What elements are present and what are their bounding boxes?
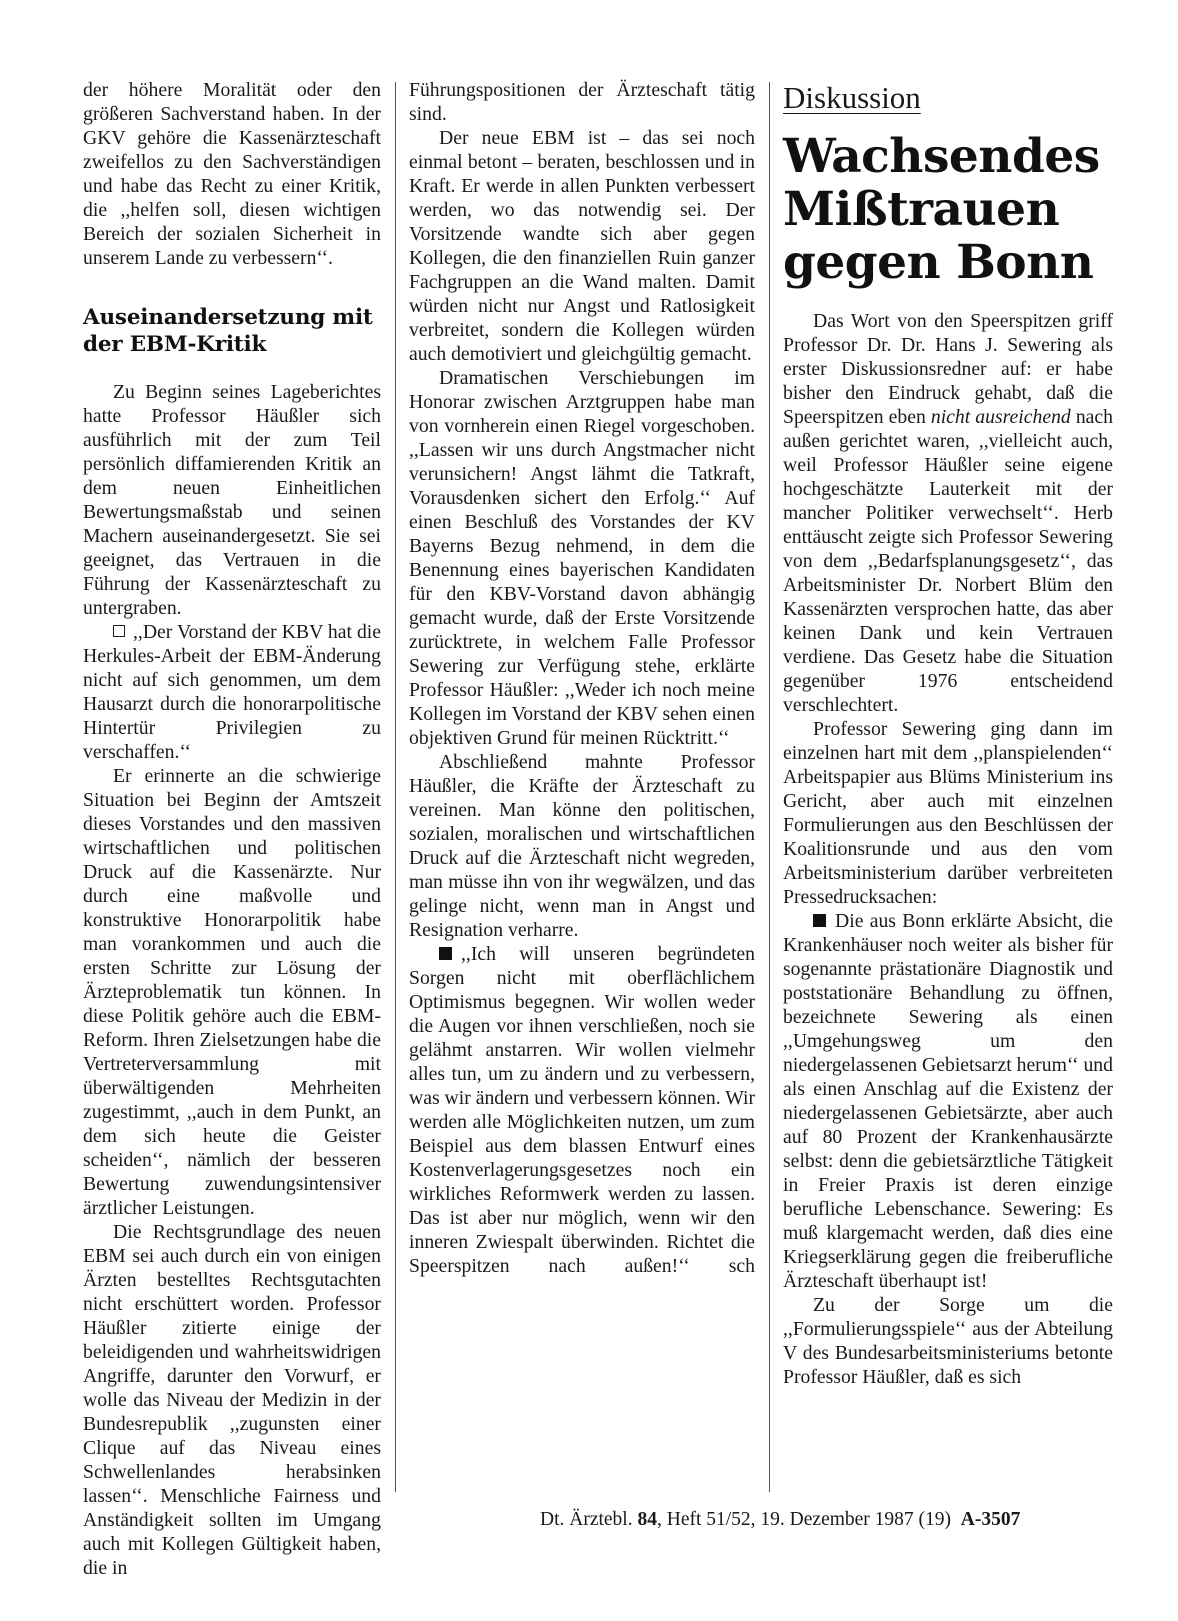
- bullet-paragraph: [783, 909, 1113, 1293]
- page-footer: [540, 1509, 1115, 1531]
- section-subheading: Auseinandersetzung mit der EBM-Kritik: [83, 305, 373, 357]
- paragraph: [783, 309, 1113, 717]
- quote-text: ,,Ich will unseren begründeten Sorgen nicht mit oberflächlichem Optimismus begegnen. Wir wollen weder die Augen vor ihnen verschließen, noch sie gelähmt anstarren. Wir wollen vielmehr alles tun, um zu ändern und zu verbessern, was wir ändern und verbessern können. Wir werden alle Möglichkeiten nutzen, um zum Beispiel aus dem blassen Entwurf eines Kostenverlagerungsgesetzes noch ein wirkliches Reformwerk werden zu lassen. Das ist aber nur möglich, wenn wir den inneren Zwiespalt überwinden. Richtet die Speerspitzen nach außen!‘‘: [409, 943, 756, 1277]
- filled-square-bullet-icon: [439, 947, 452, 960]
- paragraph: Dramatischen Verschiebungen im Honorar zwischen Arztgruppen habe man von vornherein einen Riegel vorgeschoben. ,,Lassen wir uns durch Angstmacher nicht verunsichern! Angst lähmt die Tatkraft, Vorausdenken sichert den Erfolg.‘‘ Auf einen Beschluß des Vorstandes der KV Bayerns Bezug nehmend, in dem die Benennung eines bayerischen Kandidaten für den KBV-Vorstand davon abhängig gemacht wurde, daß der Erste Vorsitzende zurücktrete, in welchem Falle Professor Sewering zur Verfügung stehe, erklärte Professor Häußler: ,,Weder ich noch meine Kollegen im Vorstand der KBV sehen einen objektiven Grund für meinen Rücktritt.‘‘: [409, 367, 755, 749]
- filled-square-bullet-icon: [813, 914, 826, 927]
- italic-emphasis: nicht ausreichend: [930, 406, 1071, 428]
- open-square-bullet-icon: [113, 625, 125, 637]
- column-3: [783, 78, 1113, 1389]
- section-rubric: Diskussion: [783, 80, 921, 115]
- paragraph: Die Rechtsgrundlage des neuen EBM sei auch durch ein von einigen Ärzten bestelltes Rechtsgutachten nicht erschüttert worden. Professor Häußler zitierte einige der beleidigenden und wahrheitswidrigen Angriffe, darunter den Vorwurf, er wolle das Niveau der Medizin in der Bundesrepublik ,,zugunsten einer Clique auf das Niveau eines Schwellenlandes herabsinken lassen‘‘. Menschliche Fairness und Anständigkeit sollten im Umgang auch mit Kollegen Gültigkeit haben, die in: [83, 1221, 381, 1579]
- paragraph: Er erinnerte an die schwierige Situation bei Beginn der Amtszeit dieses Vorstandes und den massiven wirtschaftlichen und politischen Druck auf die Kassenärzte. Nur durch eine maßvolle und konstruktive Honorarpolitik habe man vorankommen und auch die ersten Schritte zur Lösung der Ärzteproblematik tun können. In diese Politik gehöre auch die EBM-Reform. Ihren Zielsetzungen habe die Vertreterversammlung mit überwältigenden Mehrheiten zugestimmt, ,,auch in dem Punkt, an dem sich heute die Geister scheiden‘‘, nämlich der besseren Bewertung zuwendungsintensiver ärztlicher Leistungen.: [83, 765, 381, 1219]
- paragraph: Professor Sewering ging dann im einzelnen hart mit dem ,,planspielenden‘‘ Arbeitspapier aus Blüms Ministerium ins Gericht, aber auch mit einzelnen Formulierungen aus den Beschlüssen der Koalitionsrunde und aus den vom Arbeitsministerium darüber verbreiteten Pressedrucksachen:: [783, 718, 1113, 908]
- paragraph: Zu der Sorge um die ,,Formulierungsspiele‘‘ aus der Abteilung V des Bundesarbeitsministeriums betonte Professor Häußler, daß es sich: [783, 1294, 1113, 1388]
- author-signature: sch: [728, 1255, 756, 1277]
- paragraph: Führungspositionen der Ärzteschaft tätig sind.: [409, 79, 755, 125]
- paragraph: Der neue EBM ist – das sei noch einmal betont – beraten, beschlossen und in Kraft. Er werde in allen Punkten verbessert werden, wo das notwendig sei. Der Vorsitzende wandte sich aber gegen Kollegen, die den finanziellen Ruin ganzer Fachgruppen an die Wand malten. Damit würden nicht nur Angst und Ratlosigkeit verbreitet, sondern die Kollegen würden auch demotiviert und gleichgültig gemacht.: [409, 127, 755, 365]
- text-run: Das Wort von den Speerspitzen griff Professor Dr. Dr. Hans J. Sewering als erster Diskussionsredner auf: er habe bisher den Eindruck gehabt, daß die Speerspitzen eben: [783, 310, 1113, 428]
- paragraph: Zu Beginn seines Lageberichtes hatte Professor Häußler sich ausführlich mit der zum Teil persönlich diffamierenden Kritik an dem neuen Einheitlichen Bewertungsmaßstab und seinen Machern auseinandergesetzt. Sie sei geeignet, das Vertrauen in die Führung der Kassenärzteschaft zu untergraben.: [83, 381, 381, 619]
- quote-text: ,,Der Vorstand der KBV hat die Herkules-Arbeit der EBM-Änderung nicht auf sich genommen, um dem Hausarzt durch die honorarpolitische Hintertür Privilegien zu verschaffen.‘‘: [83, 621, 381, 763]
- quote-paragraph: [409, 942, 755, 1278]
- issue-info: , Heft 51/52, 19. Dezember 1987 (19): [656, 1509, 952, 1530]
- volume-number: 84: [637, 1509, 657, 1530]
- bullet-text: Die aus Bonn erklärte Absicht, die Krankenhäuser noch weiter als bisher für sogenannte prästationäre Diagnostik und poststationäre Behandlung zu öffnen, bezeichnete Sewering als einen ,,Umgehungsweg um den niedergelassenen Gebietsarzt herum‘‘ und als einen Anschlag auf die Existenz der niedergelassenen Gebietsärzte, aber auch auf 80 Prozent der Krankenhausärzte selbst: denn die gebietsärztliche Tätigkeit in Freier Praxis ist deren einzige berufliche Lebenschance. Sewering: Es muß klargemacht werden, daß dies eine Kriegserklärung gegen die freiberufliche Ärzteschaft überhaupt ist!: [783, 910, 1113, 1292]
- column-rule: [395, 82, 396, 1492]
- quote-paragraph: [83, 620, 381, 764]
- column-rule: [769, 82, 770, 1492]
- journal-name: Dt. Ärztebl.: [540, 1509, 633, 1530]
- paragraph: Abschließend mahnte Professor Häußler, die Kräfte der Ärzteschaft zu vereinen. Man könne den politischen, sozialen, moralischen und wirtschaftlichen Druck auf die Ärzteschaft nicht wegreden, man müsse ihn von ihr wegwälzen, und das gelinge nicht, wenn man in Angst und Resignation verharre.: [409, 751, 755, 941]
- page-number: A-3507: [960, 1509, 1021, 1530]
- paragraph: der höhere Moralität oder den größeren Sachverstand haben. In der GKV gehöre die Kassenärzteschaft zweifellos zu den Sachverständigen und habe das Recht zu einer Kritik, die ,,helfen soll, diesen wichtigen Bereich der sozialen Sicherheit in unserem Lande zu verbessern‘‘.: [83, 79, 381, 269]
- text-run: nach außen gerichtet waren, ,,vielleicht auch, weil Professor Häußler seine eigene hochgeschätzte Lauterkeit mit der mancher Politiker verwechselt‘‘. Herb enttäuscht zeigte sich Professor Sewering von dem ,,Bedarfsplanungsgesetz‘‘, das Arbeitsminister Dr. Norbert Blüm den Kassenärzten versprochen hatte, das aber keinen Dank und kein Vertrauen verdiene. Das Gesetz habe die Situation gegenüber 1976 entscheidend verschlechtert.: [783, 406, 1113, 716]
- article-headline: Wachsendes Mißtrauen gegen Bonn: [783, 129, 1100, 290]
- column-2: [409, 78, 755, 1278]
- column-1: [83, 78, 381, 1580]
